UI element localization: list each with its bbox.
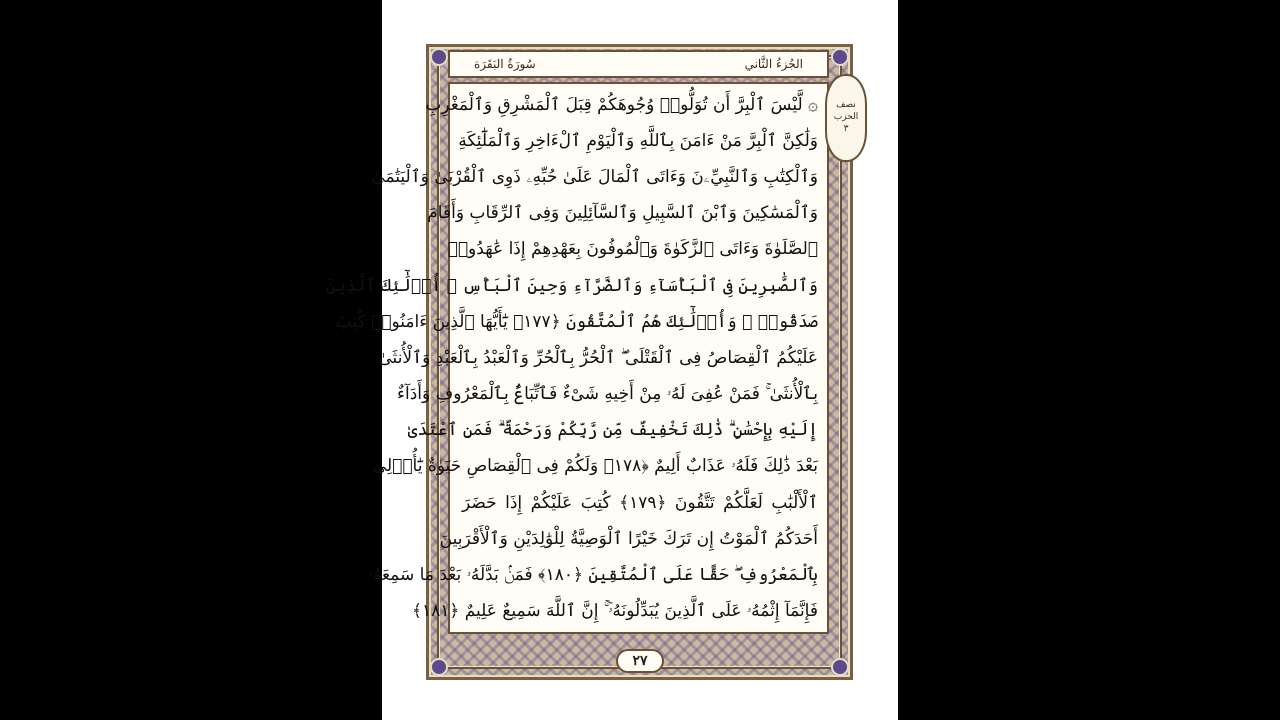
verse-line: ۞ لَّيْسَ ٱلْبِرَّ أَن تُوَلُّوا۟ وُجُوهَكُمْ قِبَلَ ٱلْمَشْرِقِ وَٱلْمَغْرِبِ xyxy=(425,94,818,115)
surah-title: سُورَةُ البَقَرَة xyxy=(474,57,536,71)
corner-ornament-icon xyxy=(831,48,849,66)
verse-line: ٱلصَّلَوٰةَ وَءَاتَى ٱلزَّكَوٰةَ وَٱلْمُوفُونَ بِعَهْدِهِمْ إِذَا عَٰهَدُوا۟ xyxy=(447,238,818,259)
verse-line: فَإِنَّمَآ إِثْمُهُۥ عَلَى ٱلَّذِينَ يُبَدِّلُونَهُۥٓ ۚ إِنَّ ٱللَّهَ سَمِيعٌ عَلِيمٌ ﴿١٨١﴾ xyxy=(412,601,818,622)
verse-line: بِٱلْمَعْرُوفِ ۖ حَقًّا عَلَى ٱلْمُتَّقِينَ ﴿١٨٠﴾ فَمَنۢ بَدَّلَهُۥ بَعْدَ مَا سَمِعَهُۥ xyxy=(368,565,818,586)
juz-title: الجُزءُ الثَّاني xyxy=(744,57,803,71)
verse-line: أَحَدَكُمُ ٱلْمَوْتُ إِن تَرَكَ خَيْرًا ٱلْوَصِيَّةُ لِلْوَٰلِدَيْنِ وَٱلْأَقْرَبِينَ xyxy=(439,528,818,549)
corner-ornament-icon xyxy=(831,658,849,676)
verse-line: بِٱلْأُنثَىٰ ۚ فَمَنْ عُفِىَ لَهُۥ مِنْ أَخِيهِ شَىْءٌ فَٱتِّبَاعٌۢ بِٱلْمَعْرُوفِ وَأَدَآءٌ xyxy=(396,384,818,405)
verse-line: صَدَقُوا۟ ۖ وَأُو۟لَٰٓئِكَ هُمُ ٱلْمُتَّقُونَ ﴿١٧٧﴾ يَٰٓأَيُّهَا ٱلَّذِينَ ءَامَنُوا۟ كُتِبَ xyxy=(335,311,818,332)
page-number: ٢٧ xyxy=(616,649,664,673)
verse-line: إِلَيْهِ بِإِحْسَٰنٍ ۗ ذَٰلِكَ تَخْفِيفٌ مِّن رَّبِّكُمْ وَرَحْمَةٌ ۗ فَمَنِ ٱعْتَدَىٰ xyxy=(407,420,818,441)
page-header xyxy=(448,50,829,78)
verse-line: وَٱلْمَسَٰكِينَ وَٱبْنَ ٱلسَّبِيلِ وَٱلسَّآئِلِينَ وَفِى ٱلرِّقَابِ وَأَقَامَ xyxy=(427,203,818,224)
verse-line: وَٱلْكِتَٰبِ وَٱلنَّبِيِّۦنَ وَءَاتَى ٱلْمَالَ عَلَىٰ حُبِّهِۦ ذَوِى ٱلْقُرْبَىٰ وَٱلْيَتَٰمَىٰ xyxy=(371,166,818,187)
corner-ornament-icon xyxy=(430,48,448,66)
corner-ornament-icon xyxy=(430,658,448,676)
verse-line: وَلَٰكِنَّ ٱلْبِرَّ مَنْ ءَامَنَ بِٱللَّهِ وَٱلْيَوْمِ ٱلْءَاخِرِ وَٱلْمَلَٰٓئِكَةِ xyxy=(458,130,818,151)
verse-line: بَعْدَ ذَٰلِكَ فَلَهُۥ عَذَابٌ أَلِيمٌ ﴿١٧٨﴾ وَلَكُمْ فِى ٱلْقِصَاصِ حَيَوٰةٌ يَٰٓأُو۟لِى xyxy=(372,455,818,476)
verse-line: وَٱلصَّٰبِرِينَ فِى ٱلْبَأْسَآءِ وَٱلضَّرَّآءِ وَحِينَ ٱلْبَأْسِ ۗ أُو۟لَٰٓئِكَ ٱلَّذِينَ xyxy=(325,275,818,296)
hizb-marker-line3: ٣ xyxy=(843,123,849,134)
hizb-marker-line2: الحزب xyxy=(833,112,859,123)
verse-line: ٱلْأَلْبَٰبِ لَعَلَّكُمْ تَتَّقُونَ ﴿١٧٩﴾ كُتِبَ عَلَيْكُمْ إِذَا حَضَرَ xyxy=(462,492,818,513)
verse-line: عَلَيْكُمُ ٱلْقِصَاصُ فِى ٱلْقَتْلَى ۖ ٱلْحُرُّ بِٱلْحُرِّ وَٱلْعَبْدُ بِٱلْعَبْدِ وَٱلْأُنثَىٰ xyxy=(378,347,818,368)
hizb-marker xyxy=(825,74,867,162)
hizb-marker-line1: نصف xyxy=(836,100,856,111)
verses-block xyxy=(325,86,818,629)
